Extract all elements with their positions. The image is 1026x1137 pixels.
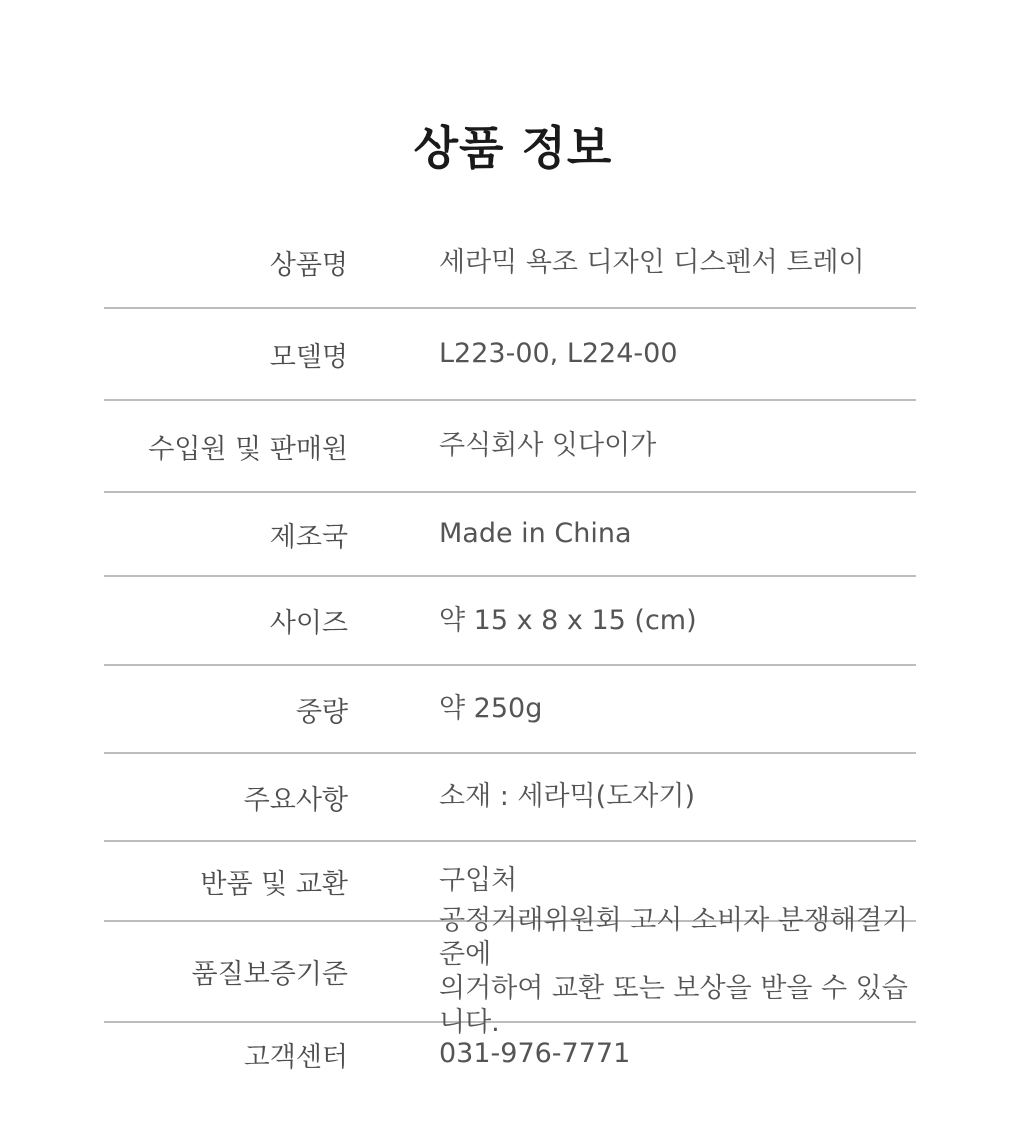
spec-value: 주식회사 잇다이가: [439, 430, 657, 461]
spec-row-importer-seller: [104, 401, 916, 493]
spec-value: 약 15 x 8 x 15 (cm): [439, 604, 697, 636]
spec-label: 반품 및 교환: [200, 868, 348, 900]
product-spec-table: [104, 218, 916, 1085]
spec-label: 상품명: [269, 250, 348, 281]
spec-value-line: 공정거래위원회 고시 소비자 분쟁해결기준에: [439, 904, 909, 970]
page-title: 상품 정보: [413, 121, 613, 175]
spec-value: L223-00, L224-00: [439, 338, 678, 369]
spec-label: 고객센터: [243, 1041, 348, 1073]
spec-row-quality-assurance: [104, 904, 916, 1038]
spec-value: [439, 904, 916, 1040]
spec-row-size: [104, 577, 916, 666]
spec-label: 중량: [295, 696, 348, 728]
spec-label: 수입원 및 판매원: [148, 433, 348, 465]
spec-value: 약 250g: [439, 693, 543, 724]
spec-row-product-name: [104, 218, 916, 309]
spec-label: 주요사항: [243, 784, 348, 816]
spec-row-model-name: [104, 309, 916, 401]
spec-value: 소재 : 세라믹(도자기): [439, 781, 695, 812]
spec-label: 품질보증기준: [191, 959, 348, 990]
spec-value: 031-976-7771: [439, 1038, 631, 1069]
spec-value: Made in China: [439, 518, 632, 549]
spec-value: 세라믹 욕조 디자인 디스펜서 트레이: [439, 246, 865, 278]
spec-label: 사이즈: [269, 608, 348, 639]
spec-label: 제조국: [269, 521, 348, 553]
spec-row-weight: [104, 666, 916, 754]
spec-label: 모델명: [269, 341, 348, 373]
spec-row-key-notes: [104, 754, 916, 842]
spec-value: 구입처: [439, 865, 518, 896]
spec-row-country-of-origin: [104, 493, 916, 577]
spec-value-line: 의거하여 교환 또는 보상을 받을 수 있습니다.: [439, 972, 908, 1038]
